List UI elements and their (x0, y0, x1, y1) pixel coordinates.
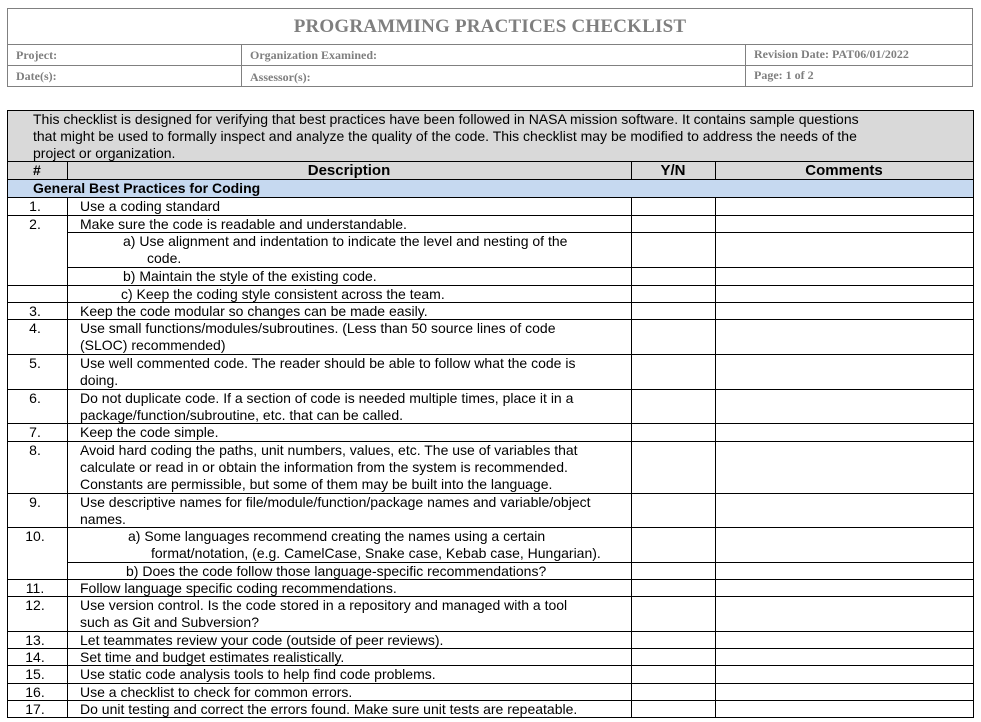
comments-input[interactable] (716, 303, 973, 319)
column-divider (67, 161, 68, 180)
assessor-field[interactable]: Assessor(s): (250, 70, 311, 84)
yn-input[interactable] (632, 303, 715, 319)
row-description: Use descriptive names for file/module/function/package names and variable/object (80, 494, 591, 510)
comments-input[interactable] (716, 701, 973, 717)
row-description: b) Maintain the style of the existing code. (123, 268, 377, 284)
row-description: a) Use alignment and indentation to indicate the level and nesting of the (123, 233, 568, 249)
row-number: 16. (25, 684, 45, 700)
row-number: 7. (29, 424, 41, 440)
row-description: Avoid hard coding the paths, unit numbers, values, etc. The use of variables that (80, 442, 578, 458)
comments-input[interactable] (716, 494, 973, 527)
row-number: 14. (25, 649, 45, 665)
row-description: Make sure the code is readable and understandable. (80, 216, 407, 232)
row-description: Use a coding standard (80, 198, 221, 214)
row-number: 1. (29, 198, 41, 214)
table-top-border (7, 110, 974, 111)
comments-input[interactable] (716, 597, 973, 631)
row-number: 15. (25, 666, 45, 682)
row-description: Keep the code modular so changes can be made easily. (80, 303, 428, 319)
row-number: 6. (29, 390, 41, 406)
row-number: 10. (25, 528, 45, 544)
comments-input[interactable] (716, 442, 973, 493)
column-header-yn: Y/N (660, 162, 686, 179)
row-description: names. (80, 511, 126, 527)
yn-input[interactable] (632, 286, 715, 302)
comments-input[interactable] (716, 528, 973, 562)
comments-input[interactable] (716, 684, 973, 700)
yn-input[interactable] (632, 216, 715, 232)
row-description: b) Does the code follow those language-specific recommendations? (126, 563, 547, 579)
yn-input[interactable] (632, 597, 715, 631)
yn-input[interactable] (632, 320, 715, 354)
row-number: 3. (29, 303, 41, 319)
row-description: Do not duplicate code. If a section of code is needed multiple times, place it in a (80, 390, 574, 406)
comments-input[interactable] (716, 580, 973, 596)
comments-input[interactable] (716, 286, 973, 302)
yn-input[interactable] (632, 233, 715, 267)
row-description: Set time and budget estimates realistically. (80, 649, 345, 665)
row-description: Use static code analysis tools to help find code problems. (80, 666, 436, 682)
intro-text: This checklist is designed for verifying that best practices have been followed in NASA mission software. It contains sample questions (33, 111, 859, 127)
yn-input[interactable] (632, 494, 715, 527)
row-description: code. (147, 250, 182, 266)
organization-field[interactable]: Organization Examined: (250, 48, 378, 62)
row-description: Use well commented code. The reader should be able to follow what the code is (80, 355, 576, 371)
column-divider (715, 161, 716, 180)
comments-input[interactable] (716, 268, 973, 285)
page-indicator: Page: 1 of 2 (754, 68, 814, 82)
yn-input[interactable] (632, 528, 715, 562)
yn-input[interactable] (632, 390, 715, 423)
comments-input[interactable] (716, 390, 973, 423)
yn-input[interactable] (632, 424, 715, 441)
column-header-description: Description (307, 162, 391, 179)
yn-input[interactable] (632, 563, 715, 579)
row-description: package/function/subroutine, etc. that can be called. (80, 407, 403, 423)
row-description: c) Keep the coding style consistent across the team. (121, 286, 445, 302)
row-description: Do unit testing and correct the errors found. Make sure unit tests are repeatable. (80, 701, 578, 717)
yn-input[interactable] (632, 442, 715, 493)
row-number: 2. (29, 216, 41, 232)
comments-input[interactable] (716, 563, 973, 579)
yn-input[interactable] (632, 355, 715, 389)
comments-input[interactable] (716, 649, 973, 665)
comments-input[interactable] (716, 198, 973, 215)
intro-text: that might be used to formally inspect and analyze the quality of the code. This checklist may be modified to address the needs of the (33, 128, 857, 144)
row-description: Let teammates review your code (outside of peer reviews). (80, 632, 444, 648)
row-number: 12. (25, 597, 45, 613)
row-description: calculate or read in or obtain the information from the system is recommended. (80, 459, 568, 475)
row-description: Follow language specific coding recommendations. (80, 580, 397, 596)
row-description: Use small functions/modules/subroutines. (Less than 50 source lines of code (80, 320, 556, 336)
intro-text: project or organization. (33, 145, 176, 161)
yn-input[interactable] (632, 198, 715, 215)
row-description: format/notation, (e.g. CamelCase, Snake case, Kebab case, Hungarian). (151, 545, 601, 561)
yn-input[interactable] (632, 580, 715, 596)
page-title: PROGRAMMING PRACTICES CHECKLIST (293, 16, 687, 37)
header-divider (7, 179, 974, 180)
row-number: 9. (29, 494, 41, 510)
comments-input[interactable] (716, 320, 973, 354)
column-divider (631, 161, 632, 180)
row-description: Use version control. Is the code stored in a repository and managed with a tool (80, 597, 568, 613)
project-field[interactable]: Project: (16, 48, 58, 62)
row-description: (SLOC) recommended) (80, 337, 226, 353)
comments-input[interactable] (716, 233, 973, 267)
row-description: a) Some languages recommend creating the names using a certain (128, 528, 546, 544)
yn-input[interactable] (632, 684, 715, 700)
row-description: Constants are permissible, but some of them may be built into the language. (80, 476, 553, 492)
row-number: 8. (29, 442, 41, 458)
row-description: such as Git and Subversion? (80, 614, 259, 630)
comments-input[interactable] (716, 216, 973, 232)
yn-input[interactable] (632, 701, 715, 717)
table-right-border (973, 110, 974, 718)
comments-input[interactable] (716, 424, 973, 441)
revision-date: Revision Date: PAT06/01/2022 (754, 47, 909, 61)
section-heading: General Best Practices for Coding (33, 180, 261, 196)
yn-input[interactable] (632, 268, 715, 285)
row-number: 17. (25, 701, 45, 717)
row-description: doing. (80, 372, 119, 388)
dates-field[interactable]: Date(s): (16, 69, 57, 83)
column-divider (67, 197, 68, 718)
intro-divider (7, 161, 974, 162)
comments-input[interactable] (716, 666, 973, 683)
row-description: Keep the code simple. (80, 424, 219, 440)
row-number: 5. (29, 355, 41, 371)
row-number: 4. (29, 320, 41, 336)
column-header-comments: Comments (805, 162, 883, 179)
yn-input[interactable] (632, 632, 715, 648)
comments-input[interactable] (716, 632, 973, 648)
yn-input[interactable] (632, 649, 715, 665)
row-description: Use a checklist to check for common errors. (80, 684, 353, 700)
column-header-number: # (33, 162, 41, 178)
comments-input[interactable] (716, 355, 973, 389)
yn-input[interactable] (632, 666, 715, 683)
row-number: 11. (25, 580, 45, 596)
row-number: 13. (25, 632, 45, 648)
